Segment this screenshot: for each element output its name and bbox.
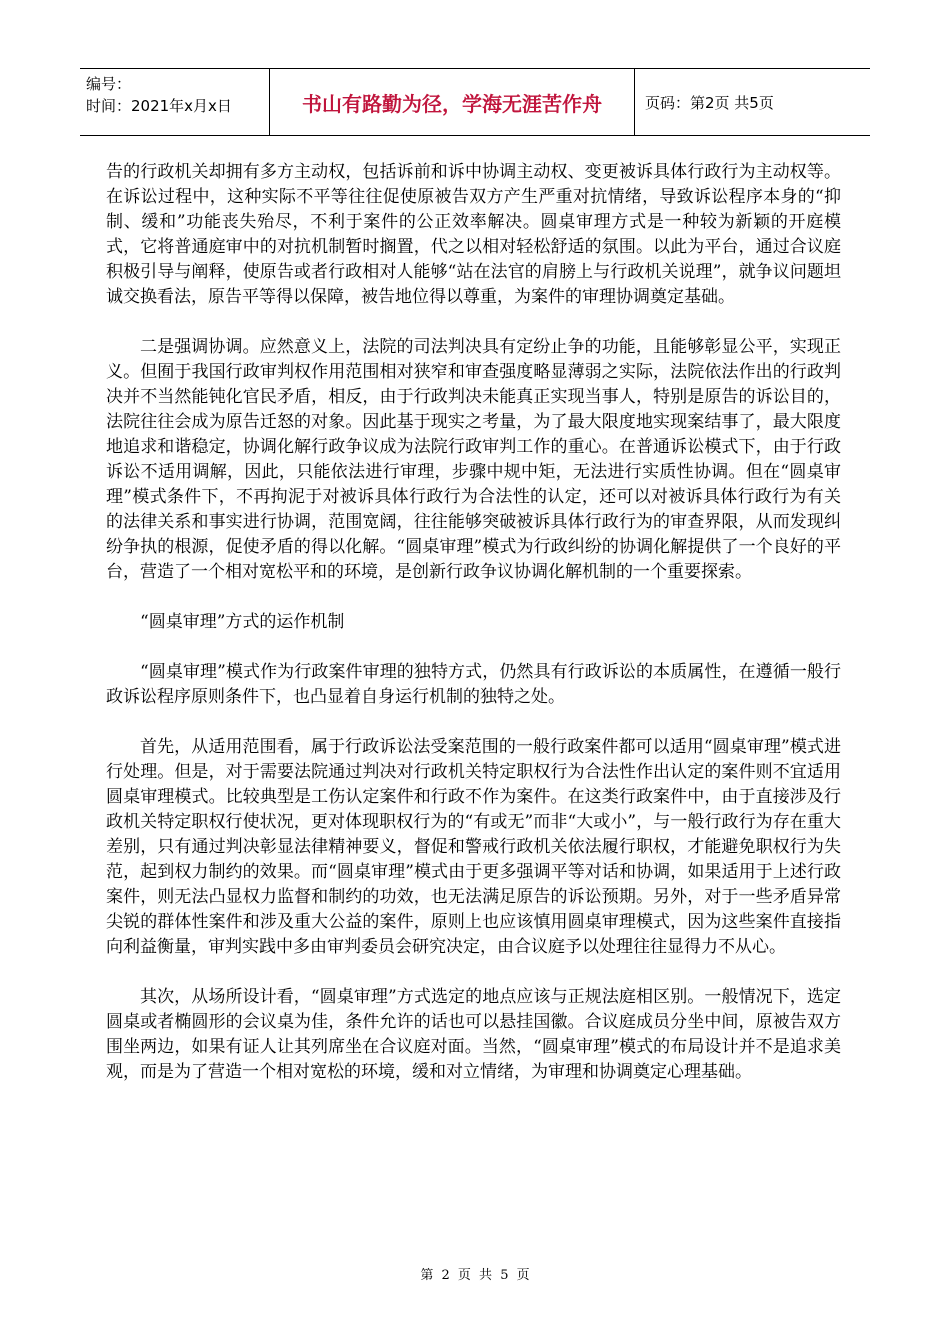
page-footer: 第 2 页 共 5 页	[420, 1268, 530, 1283]
paragraph-venue: 其次，从场所设计看，“圆桌审理”方式选定的地点应该与正规法庭相区别。一般情况下，选定圆桌或者椭圆形的会议桌为佳，条件允许的话也可以悬挂国徽。合议庭成员分坐中间，原被告双方围坐两边，如果有证人让其列席坐在合议庭对面。当然，“圆桌审理”模式的布局设计并不是追求美观，而是为了营造一个相对宽松的环境，缓和对立情绪，为审理和协调奠定心理基础。	[106, 987, 841, 1082]
document-time-label: 时间：2021年x月x日	[86, 97, 232, 115]
header-motto: 书山有路勤为径，学海无涯苦作舟	[270, 69, 635, 135]
paragraph-scope: 首先，从适用范围看，属于行政诉讼法受案范围的一般行政案件都可以适用“圆桌审理”模式进行处理。但是，对于需要法院通过判决对行政机关特定职权行为合法性作出认定的案件则不宜适用圆桌审理模式。比较典型是工伤认定案件和行政不作为案件。在这类行政案件中，由于直接涉及行政机关特定职权行使状况，更对体现职权行为的“有或无”而非“大或小”，与一般行政行为存在重大差别，只有通过判决彰显法律精神要义，督促和警戒行政机关依法履行职权，才能避免职权行为失范，起到权力制约的效果。而“圆桌审理”模式由于更多强调平等对话和协调，如果适用于上述行政案件，则无法凸显权力监督和制约的功效，也无法满足原告的诉讼预期。另外，对于一些矛盾异常尖锐的群体性案件和涉及重大公益的案件，原则上也应该慎用圆桌审理模式，因为这些案件直接指向利益衡量，审判实践中多由审判委员会研究决定，由合议庭予以处理往往显得力不从心。	[106, 737, 841, 957]
paragraph-coordination: 二是强调协调。应然意义上，法院的司法判决具有定纷止争的功能，且能够彰显公平，实现正义。但囿于我国行政审判权作用范围相对狭窄和审查强度略显薄弱之实际，法院依法作出的行政判决并不当然能钝化官民矛盾，相反，由于行政判决未能真正实现当事人，特别是原告的诉讼目的，法院往往会成为原告迁怒的对象。因此基于现实之考量，为了最大限度地实现案结事了，最大限度地追求和谐稳定，协调化解行政争议成为法院行政审判工作的重心。在普通诉讼模式下，由于行政诉讼不适用调解，因此，只能依法进行审理，步骤中规中矩，无法进行实质性协调。但在“圆桌审理”模式条件下，不再拘泥于对被诉具体行政行为合法性的认定，还可以对被诉具体行政行为有关的法律关系和事实进行协调，范围宽阔，往往能够突破被诉具体行政行为的审查界限，从而发现纠纷争执的根源，促使矛盾的得以化解。“圆桌审理”模式为行政纠纷的协调化解提供了一个良好的平台，营造了一个相对宽松平和的环境，是创新行政争议协调化解机制的一个重要探索。	[106, 337, 841, 582]
section-heading-mechanism: “圆桌审理”方式的运作机制	[140, 612, 345, 632]
page-header	[80, 68, 870, 136]
header-meta	[80, 69, 270, 135]
paragraph-mechanism-intro: “圆桌审理”模式作为行政案件审理的独特方式，仍然具有行政诉讼的本质属性，在遵循一般行政诉讼程序原则条件下，也凸显着自身运行机制的独特之处。	[106, 662, 841, 707]
paragraph-continuation: 告的行政机关却拥有多方主动权，包括诉前和诉中协调主动权、变更被诉具体行政行为主动权等。在诉讼过程中，这种实际不平等往往促使原被告双方产生严重对抗情绪，导致诉讼程序本身的“抑制、缓和”功能丧失殆尽，不利于案件的公正效率解决。圆桌审理方式是一种较为新颖的开庭模式，它将普通庭审中的对抗机制暂时搁置，代之以相对轻松舒适的氛围。以此为平台，通过合议庭积极引导与阐释，使原告或者行政相对人能够“站在法官的肩膀上与行政机关说理”，就争议问题坦诚交换看法，原告平等得以保障，被告地位得以尊重，为案件的审理协调奠定基础。	[106, 162, 841, 307]
header-page-info: 页码：第2页 共5页	[645, 93, 774, 112]
document-number-label: 编号：	[86, 75, 132, 93]
document-body	[106, 160, 841, 1110]
